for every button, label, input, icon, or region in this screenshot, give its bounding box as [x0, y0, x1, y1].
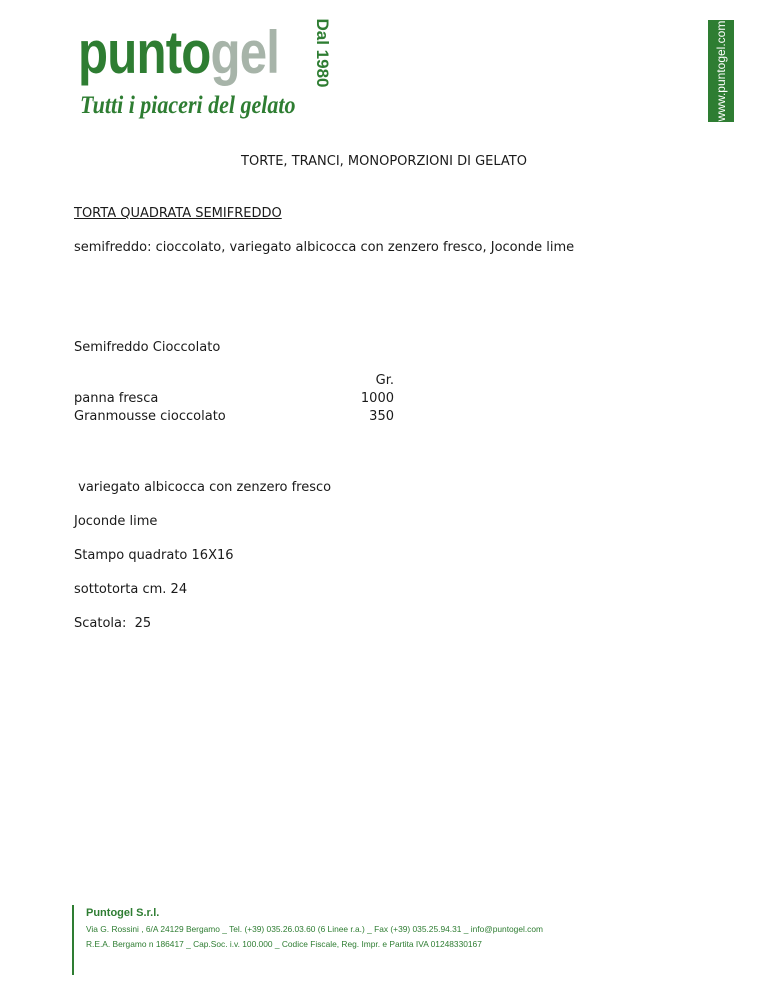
- product-name: TORTA QUADRATA SEMIFREDDO: [74, 206, 282, 221]
- ingredient-name: panna fresca: [74, 391, 159, 406]
- footer-registry: R.E.A. Bergamo n 186417 _ Cap.Soc. i.v. 100.000 _ Codice Fiscale, Reg. Impr. e Partita IVA 01248330167: [86, 939, 482, 949]
- stampo-line: Stampo quadrato 16X16: [74, 548, 234, 563]
- puntogel-logo: [78, 18, 338, 122]
- logo-word-punto: punto: [78, 19, 211, 86]
- sottotorta-line: sottotorta cm. 24: [74, 582, 188, 597]
- document-title: TORTE, TRANCI, MONOPORZIONI DI GELATO: [241, 154, 527, 169]
- ingredients-table: [74, 372, 394, 426]
- website-side-tab: [708, 20, 734, 122]
- ingredients-header-row: [74, 372, 394, 390]
- page-footer: [72, 905, 543, 975]
- ingredient-name: Granmousse cioccolato: [74, 409, 226, 424]
- logo-word-gel: gel: [210, 19, 280, 86]
- joconde-line: Joconde lime: [74, 514, 158, 529]
- unit-header: Gr.: [375, 373, 394, 388]
- variegato-line: variegato albicocca con zenzero fresco: [74, 480, 332, 495]
- scatola-line: Scatola: 25: [74, 616, 152, 631]
- footer-address: Via G. Rossini , 6/A 24129 Bergamo _ Tel. (+39) 035.26.03.60 (6 Linee r.a.) _ Fax (+39) 035.25.94.31 _ info@puntogel.com: [86, 924, 544, 934]
- ingredient-qty: 1000: [360, 391, 394, 406]
- logo-since-text: Dal 1980: [313, 18, 332, 88]
- website-url: www.puntogel.com: [714, 20, 728, 122]
- ingredient-row: [74, 390, 394, 408]
- product-description: semifreddo: cioccolato, variegato albicocca con zenzero fresco, Joconde lime: [74, 240, 575, 255]
- logo-wordmark: [78, 19, 280, 86]
- ingredient-row: [74, 408, 394, 426]
- footer-company: Puntogel S.r.l.: [86, 907, 160, 919]
- section-heading: Semifreddo Cioccolato: [74, 340, 221, 355]
- ingredient-qty: 350: [369, 409, 394, 424]
- logo-tagline: Tutti i piaceri del gelato: [80, 92, 296, 119]
- logo-since: [308, 18, 336, 88]
